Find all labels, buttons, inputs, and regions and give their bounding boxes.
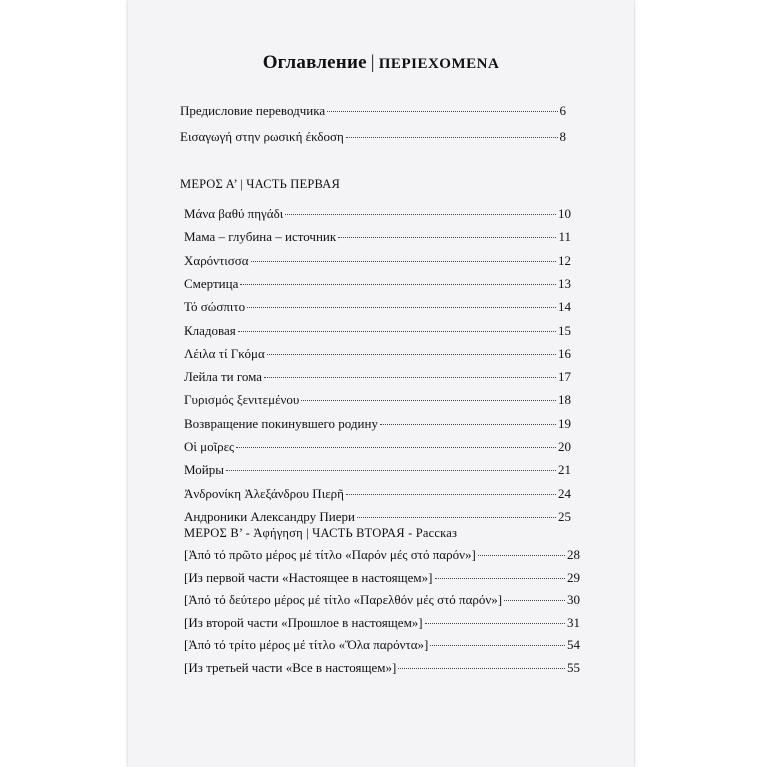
dot-leader xyxy=(380,424,556,425)
toc-entry-title: Τό σώσπιτο xyxy=(184,299,246,315)
toc-entry[interactable] xyxy=(184,346,571,362)
toc-entry[interactable] xyxy=(184,547,580,563)
toc-entry-title: [Ἀπό τό δεύτερο μέρος μέ τίτλο «Παρελθόν μές στό παρόν»] xyxy=(184,592,503,608)
toc-entry-page: 10 xyxy=(558,206,571,221)
toc-entry[interactable] xyxy=(184,486,571,502)
toc-entry-title: Предисловие переводчика xyxy=(180,103,326,118)
dot-leader xyxy=(357,517,556,518)
page-title xyxy=(128,52,634,74)
toc-entry[interactable] xyxy=(184,253,571,269)
toc-entry[interactable] xyxy=(184,299,571,315)
toc-entry-page: 17 xyxy=(558,369,571,385)
toc-entry[interactable] xyxy=(184,660,580,676)
toc-entry-page: 14 xyxy=(558,299,571,315)
toc-entry-title: [Из первой части «Настоящее в настоящем»] xyxy=(184,569,433,585)
dot-leader xyxy=(267,354,556,355)
dot-leader xyxy=(346,137,558,138)
toc-entry-page: 54 xyxy=(567,637,580,653)
toc-entry[interactable] xyxy=(184,392,571,408)
toc-entry-title: Смертица xyxy=(184,275,239,291)
dot-leader xyxy=(504,600,565,601)
toc-entry[interactable] xyxy=(184,509,571,525)
dot-leader xyxy=(398,668,565,669)
dot-leader xyxy=(251,261,556,262)
toc-entry-title: Мойры xyxy=(184,462,224,478)
dot-leader xyxy=(430,645,565,646)
dot-leader xyxy=(346,494,556,495)
toc-entry[interactable] xyxy=(184,323,571,339)
toc-entry-page: 8 xyxy=(559,129,566,144)
toc-entry[interactable] xyxy=(184,462,571,478)
toc-entry-page: 18 xyxy=(558,392,571,408)
title-russian: Оглавление xyxy=(262,52,367,73)
toc-entry-title: [Ἀπό τό τρίτο μέρος μέ τίτλο «Ὅλα παρόντα»] xyxy=(184,637,429,653)
toc-entry-title: [Ἀπό τό πρῶτο μέρος μέ τίτλο «Παρόν μές στό παρόν»] xyxy=(184,547,476,562)
dot-leader xyxy=(301,400,556,401)
dot-leader xyxy=(236,447,556,448)
toc-entry[interactable] xyxy=(184,206,571,222)
toc-entry-title: Χαρόντισσα xyxy=(184,252,249,268)
toc-entry-page: 15 xyxy=(558,322,571,338)
toc-entry-page: 28 xyxy=(567,547,580,562)
title-separator: | xyxy=(370,52,375,73)
toc-entry[interactable] xyxy=(184,276,571,292)
part-heading: ΜΕΡΟΣ Β’ - Ἀφήγηση | ЧАСТЬ ВТОРАЯ - Рассказ xyxy=(184,526,458,540)
dot-leader xyxy=(264,377,556,378)
dot-leader xyxy=(226,470,556,471)
toc-entry-title: Ἀνδρονίκη Ἀλεξάνδρου Πιερῆ xyxy=(184,485,344,501)
dot-leader xyxy=(425,623,565,624)
dot-leader xyxy=(338,237,556,238)
toc-entry-page: 11 xyxy=(558,229,571,245)
toc-entry-title: Εισαγωγή στην ρωσική έκδοση xyxy=(180,129,344,144)
toc-entry[interactable] xyxy=(184,592,580,608)
toc-entry-page: 13 xyxy=(558,275,571,291)
toc-entry-page: 19 xyxy=(558,415,571,431)
dot-leader xyxy=(327,111,557,112)
toc-entry-page: 12 xyxy=(558,252,571,268)
dot-leader xyxy=(238,331,556,332)
toc-entry-title: Λέιλα τί Γκόμα xyxy=(184,345,265,361)
toc-entry-title: Γυρισμός ξενιτεμένου xyxy=(184,392,300,408)
toc-entry[interactable] xyxy=(184,416,571,432)
toc-entry-title: Кладовая xyxy=(184,322,236,338)
toc-entry[interactable] xyxy=(184,637,580,653)
toc-entry[interactable] xyxy=(184,570,580,586)
toc-entry[interactable] xyxy=(180,129,566,145)
dot-leader xyxy=(285,214,556,215)
title-greek: ΠΕΡΙΕΧΟΜΕΝΑ xyxy=(378,56,500,72)
toc-entry-page: 20 xyxy=(558,439,571,454)
toc-entry-page: 31 xyxy=(567,614,580,630)
toc-entry-title: Андроники Александру Пиери xyxy=(184,508,355,524)
toc-entry-title: Возвращение покинувшего родину xyxy=(184,415,378,431)
toc-entry-page: 6 xyxy=(559,103,566,118)
dot-leader xyxy=(240,284,556,285)
toc-entry-title: Μάνα βαθύ πηγάδι xyxy=(184,206,284,221)
toc-entry[interactable] xyxy=(184,439,571,455)
toc-entry-title: [Из второй части «Прошлое в настоящем»] xyxy=(184,614,423,630)
toc-entry-page: 25 xyxy=(558,508,571,524)
dot-leader xyxy=(478,555,565,556)
toc-entry[interactable] xyxy=(184,369,571,385)
toc-entry-title: Οἱ μοῖρες xyxy=(184,439,235,454)
dot-leader xyxy=(435,578,566,579)
toc-entry-page: 24 xyxy=(558,485,571,501)
toc-entry-title: Лейла ти гома xyxy=(184,369,263,385)
toc-entry-title: [Из третьей части «Все в настоящем»] xyxy=(184,660,397,675)
toc-entry-page: 55 xyxy=(567,660,580,675)
toc-entry-page: 16 xyxy=(558,345,571,361)
toc-entry[interactable] xyxy=(184,615,580,631)
toc-entry-page: 30 xyxy=(567,592,580,608)
toc-entry-page: 29 xyxy=(567,569,580,585)
toc-entry-title: Мама – глубина – источник xyxy=(184,229,337,245)
toc-entry-page: 21 xyxy=(558,462,571,478)
toc-entry[interactable] xyxy=(180,103,566,119)
dot-leader xyxy=(247,307,556,308)
toc-entry[interactable] xyxy=(184,229,571,245)
part-heading: ΜΕΡΟΣ Α’ | ЧАСТЬ ПЕРВАЯ xyxy=(180,177,341,191)
